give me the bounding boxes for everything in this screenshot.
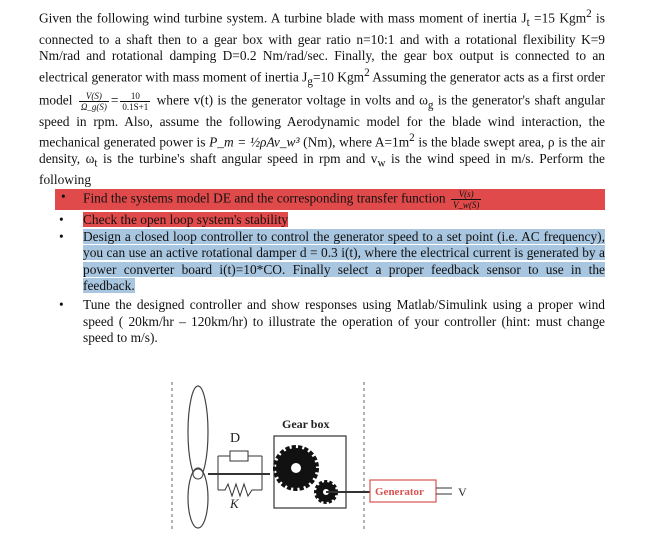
generator-label: Generator <box>375 486 424 498</box>
spring-label: K <box>230 496 239 511</box>
intro-text-5: is the generator's shaft angular speed in rpm. Also, assume the following Aerodynamic model for the blade wind interaction, the mechanical generated power is <box>39 92 605 150</box>
list-item <box>39 297 605 347</box>
subscript: t <box>94 157 98 170</box>
problem-document <box>39 6 605 347</box>
list-item <box>39 229 605 295</box>
task-list <box>39 189 605 347</box>
intro-text-4: where v(t) is the generator voltage in volts and ω <box>152 92 428 108</box>
intro-text-3: Assuming the generator acts as a first order model <box>39 69 605 108</box>
bullet: • <box>59 228 64 244</box>
subscript: g <box>307 76 313 89</box>
damper-cylinder <box>230 451 248 461</box>
intro-text-1: Given the following wind turbine system. A turbine blade with mass moment of inertia J <box>39 10 527 26</box>
fraction-numerator: V(S) <box>79 91 109 102</box>
subscript: g <box>427 98 434 111</box>
superscript: 2 <box>586 8 592 20</box>
problem-statement <box>39 6 605 189</box>
fraction-numerator: 10 <box>120 91 150 102</box>
list-item <box>39 212 605 229</box>
bullet: • <box>61 189 66 205</box>
fraction-denominator: 0.1S+1 <box>122 101 149 112</box>
intro-text-9: is the wind speed in m/s. Perform the following <box>39 151 605 188</box>
subscript: t <box>526 17 530 30</box>
power-equation: P_m = ½ρAv_w³ <box>209 134 300 150</box>
spring <box>218 484 262 496</box>
voltage-output-label: V <box>458 485 467 499</box>
wind-turbine-diagram <box>170 380 480 532</box>
intro-text-1b: =15 Kgm <box>529 10 587 26</box>
turbine-blade-upper <box>188 386 208 478</box>
list-item <box>55 189 605 210</box>
fraction-denominator: V_w(S) <box>452 200 480 211</box>
damper-label: D <box>230 431 241 446</box>
task-text: Check the open loop system's stability <box>83 212 289 228</box>
task-text: Tune the designed controller and show responses using Matlab/Simulink using a proper wind speed ( 20km/hr – 120km/hr) to illustrate the operation of your controller (hint: must change speed to m/s). <box>83 296 605 346</box>
bullet: • <box>59 296 64 312</box>
intro-text-2b: =10 Kgm <box>312 69 365 85</box>
transfer-function-fraction <box>79 91 109 112</box>
fraction-numerator: V(s) <box>451 189 482 200</box>
intro-text-7: is the blade swept area, ρ is the air density, ω <box>39 134 606 167</box>
gear-large-icon <box>276 448 316 488</box>
intro-text-8: is the turbine's shaft angular speed in rpm and v <box>97 151 378 167</box>
transfer-function-fraction <box>451 189 482 210</box>
diagram-svg <box>170 380 480 532</box>
intro-text-6: (Nm), where A=1m <box>299 134 410 150</box>
superscript: 2 <box>364 66 370 79</box>
turbine-hub <box>193 469 203 479</box>
task-text: Design a closed loop controller to control the generator speed to a set point (i.e. AC frequency), you can use an active rotational damper d = 0.3 i(t), where the electrical current is generated by a power converter board i(t)=10*CO. Finally select a proper feedback sensor to use in the feedback. <box>83 228 605 294</box>
superscript: 2 <box>409 132 415 145</box>
subscript: w <box>377 157 386 170</box>
fraction-denominator: Ω_g(S) <box>80 101 107 112</box>
gearbox-label: Gear box <box>282 417 330 431</box>
intro-text-2: is connected to a shaft then to a gear box with gear ratio n=10:1 and with a rotational flexibility K=9 Nm/rad and rotational damping D=0.2 Nm/rad/sec. Finally, the gear box output is connected to an electrical generator with mass moment of inertia J <box>39 10 605 85</box>
transfer-function-value <box>120 91 150 112</box>
bullet: • <box>59 212 64 228</box>
equals-sign: = <box>110 92 119 108</box>
task-text: Find the systems model DE and the corresponding transfer function <box>83 190 449 206</box>
